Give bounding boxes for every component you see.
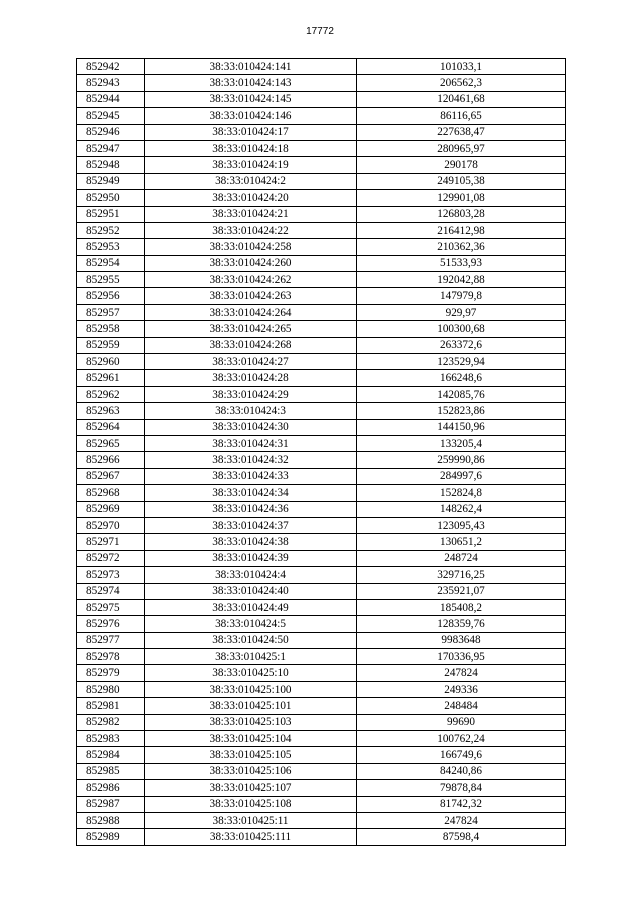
value-cell: 133205,4 <box>357 435 566 451</box>
table-row <box>77 616 566 632</box>
cadastral-number-cell: 38:33:010425:108 <box>145 796 357 812</box>
cadastral-number-cell: 38:33:010424:21 <box>145 206 357 222</box>
row-number-cell: 852979 <box>77 665 145 681</box>
row-number-cell: 852955 <box>77 272 145 288</box>
table-row <box>77 222 566 238</box>
table-row <box>77 239 566 255</box>
row-number-cell: 852976 <box>77 616 145 632</box>
value-cell: 130651,2 <box>357 534 566 550</box>
row-number-cell: 852974 <box>77 583 145 599</box>
value-cell: 259990,86 <box>357 452 566 468</box>
value-cell: 170336,95 <box>357 649 566 665</box>
row-number-cell: 852954 <box>77 255 145 271</box>
cadastral-number-cell: 38:33:010424:265 <box>145 321 357 337</box>
cadastral-number-cell: 38:33:010424:260 <box>145 255 357 271</box>
table-row <box>77 124 566 140</box>
cadastral-number-cell: 38:33:010424:30 <box>145 419 357 435</box>
table-row <box>77 140 566 156</box>
cadastral-number-cell: 38:33:010424:258 <box>145 239 357 255</box>
value-cell: 84240,86 <box>357 763 566 779</box>
value-cell: 227638,47 <box>357 124 566 140</box>
value-cell: 248724 <box>357 550 566 566</box>
row-number-cell: 852970 <box>77 517 145 533</box>
cadastral-number-cell: 38:33:010425:11 <box>145 812 357 828</box>
cadastral-number-cell: 38:33:010424:36 <box>145 501 357 517</box>
table-row <box>77 583 566 599</box>
row-number-cell: 852972 <box>77 550 145 566</box>
value-cell: 144150,96 <box>357 419 566 435</box>
table-row <box>77 435 566 451</box>
value-cell: 185408,2 <box>357 599 566 615</box>
cadastral-number-cell: 38:33:010425:10 <box>145 665 357 681</box>
table-row <box>77 796 566 812</box>
cadastral-number-cell: 38:33:010425:100 <box>145 681 357 697</box>
value-cell: 86116,65 <box>357 108 566 124</box>
value-cell: 247824 <box>357 812 566 828</box>
table-row <box>77 75 566 91</box>
row-number-cell: 852959 <box>77 337 145 353</box>
value-cell: 192042,88 <box>357 272 566 288</box>
value-cell: 235921,07 <box>357 583 566 599</box>
row-number-cell: 852966 <box>77 452 145 468</box>
cadastral-number-cell: 38:33:010424:141 <box>145 59 357 75</box>
cadastral-number-cell: 38:33:010424:29 <box>145 386 357 402</box>
value-cell: 152824,8 <box>357 485 566 501</box>
table-row <box>77 812 566 828</box>
row-number-cell: 852958 <box>77 321 145 337</box>
table-row <box>77 599 566 615</box>
cadastral-number-cell: 38:33:010425:1 <box>145 649 357 665</box>
table-row <box>77 517 566 533</box>
table-row <box>77 157 566 173</box>
table-row <box>77 190 566 206</box>
table-row <box>77 747 566 763</box>
value-cell: 147979,8 <box>357 288 566 304</box>
cadastral-number-cell: 38:33:010424:3 <box>145 403 357 419</box>
table-row <box>77 337 566 353</box>
row-number-cell: 852975 <box>77 599 145 615</box>
value-cell: 126803,28 <box>357 206 566 222</box>
table-body <box>77 59 566 846</box>
cadastral-number-cell: 38:33:010425:106 <box>145 763 357 779</box>
row-number-cell: 852953 <box>77 239 145 255</box>
value-cell: 280965,97 <box>357 140 566 156</box>
row-number-cell: 852965 <box>77 435 145 451</box>
value-cell: 329716,25 <box>357 567 566 583</box>
row-number-cell: 852973 <box>77 567 145 583</box>
table-row <box>77 632 566 648</box>
row-number-cell: 852957 <box>77 304 145 320</box>
table-row <box>77 534 566 550</box>
value-cell: 51533,93 <box>357 255 566 271</box>
value-cell: 263372,6 <box>357 337 566 353</box>
cadastral-number-cell: 38:33:010424:27 <box>145 354 357 370</box>
row-number-cell: 852981 <box>77 698 145 714</box>
table-row <box>77 698 566 714</box>
value-cell: 166248,6 <box>357 370 566 386</box>
row-number-cell: 852950 <box>77 190 145 206</box>
value-cell: 929,97 <box>357 304 566 320</box>
cadastral-number-cell: 38:33:010425:103 <box>145 714 357 730</box>
cadastral-number-cell: 38:33:010424:2 <box>145 173 357 189</box>
row-number-cell: 852977 <box>77 632 145 648</box>
value-cell: 290178 <box>357 157 566 173</box>
cadastral-number-cell: 38:33:010424:49 <box>145 599 357 615</box>
value-cell: 120461,68 <box>357 91 566 107</box>
value-cell: 9983648 <box>357 632 566 648</box>
row-number-cell: 852963 <box>77 403 145 419</box>
value-cell: 248484 <box>357 698 566 714</box>
cadastral-number-cell: 38:33:010425:111 <box>145 829 357 845</box>
table-row <box>77 485 566 501</box>
cadastral-number-cell: 38:33:010425:107 <box>145 780 357 796</box>
table-row <box>77 386 566 402</box>
row-number-cell: 852985 <box>77 763 145 779</box>
value-cell: 129901,08 <box>357 190 566 206</box>
row-number-cell: 852947 <box>77 140 145 156</box>
table-row <box>77 550 566 566</box>
cadastral-number-cell: 38:33:010424:4 <box>145 567 357 583</box>
value-cell: 249105,38 <box>357 173 566 189</box>
value-cell: 123095,43 <box>357 517 566 533</box>
row-number-cell: 852961 <box>77 370 145 386</box>
cadastral-number-cell: 38:33:010425:101 <box>145 698 357 714</box>
table-row <box>77 468 566 484</box>
table-row <box>77 255 566 271</box>
row-number-cell: 852987 <box>77 796 145 812</box>
table-row <box>77 173 566 189</box>
row-number-cell: 852968 <box>77 485 145 501</box>
table-row <box>77 714 566 730</box>
value-cell: 142085,76 <box>357 386 566 402</box>
row-number-cell: 852978 <box>77 649 145 665</box>
cadastral-number-cell: 38:33:010424:38 <box>145 534 357 550</box>
row-number-cell: 852984 <box>77 747 145 763</box>
table-row <box>77 763 566 779</box>
cadastral-number-cell: 38:33:010424:143 <box>145 75 357 91</box>
value-cell: 101033,1 <box>357 59 566 75</box>
cadastral-number-cell: 38:33:010424:33 <box>145 468 357 484</box>
row-number-cell: 852942 <box>77 59 145 75</box>
cadastral-number-cell: 38:33:010424:32 <box>145 452 357 468</box>
cadastral-number-cell: 38:33:010424:146 <box>145 108 357 124</box>
cadastral-number-cell: 38:33:010424:145 <box>145 91 357 107</box>
row-number-cell: 852948 <box>77 157 145 173</box>
cadastral-number-cell: 38:33:010424:31 <box>145 435 357 451</box>
value-cell: 216412,98 <box>357 222 566 238</box>
table-row <box>77 731 566 747</box>
cadastral-number-cell: 38:33:010424:17 <box>145 124 357 140</box>
row-number-cell: 852951 <box>77 206 145 222</box>
value-cell: 81742,32 <box>357 796 566 812</box>
cadastral-number-cell: 38:33:010425:104 <box>145 731 357 747</box>
value-cell: 166749,6 <box>357 747 566 763</box>
cadastral-number-cell: 38:33:010424:20 <box>145 190 357 206</box>
row-number-cell: 852982 <box>77 714 145 730</box>
table-row <box>77 91 566 107</box>
row-number-cell: 852964 <box>77 419 145 435</box>
row-number-cell: 852971 <box>77 534 145 550</box>
value-cell: 206562,3 <box>357 75 566 91</box>
value-cell: 128359,76 <box>357 616 566 632</box>
table-row <box>77 665 566 681</box>
table-row <box>77 272 566 288</box>
row-number-cell: 852952 <box>77 222 145 238</box>
row-number-cell: 852944 <box>77 91 145 107</box>
row-number-cell: 852945 <box>77 108 145 124</box>
value-cell: 87598,4 <box>357 829 566 845</box>
cadastral-number-cell: 38:33:010424:19 <box>145 157 357 173</box>
value-cell: 148262,4 <box>357 501 566 517</box>
table-row <box>77 206 566 222</box>
row-number-cell: 852962 <box>77 386 145 402</box>
cadastral-number-cell: 38:33:010425:105 <box>145 747 357 763</box>
value-cell: 284997,6 <box>357 468 566 484</box>
value-cell: 210362,36 <box>357 239 566 255</box>
table-row <box>77 829 566 845</box>
row-number-cell: 852969 <box>77 501 145 517</box>
table-row <box>77 780 566 796</box>
cadastral-number-cell: 38:33:010424:268 <box>145 337 357 353</box>
value-cell: 123529,94 <box>357 354 566 370</box>
cadastral-number-cell: 38:33:010424:5 <box>145 616 357 632</box>
table-row <box>77 419 566 435</box>
value-cell: 152823,86 <box>357 403 566 419</box>
table-row <box>77 403 566 419</box>
cadastral-number-cell: 38:33:010424:37 <box>145 517 357 533</box>
table-row <box>77 681 566 697</box>
row-number-cell: 852989 <box>77 829 145 845</box>
value-cell: 247824 <box>357 665 566 681</box>
table-row <box>77 288 566 304</box>
value-cell: 100300,68 <box>357 321 566 337</box>
row-number-cell: 852946 <box>77 124 145 140</box>
value-cell: 79878,84 <box>357 780 566 796</box>
table-row <box>77 108 566 124</box>
table-row <box>77 321 566 337</box>
table-row <box>77 452 566 468</box>
cadastral-number-cell: 38:33:010424:263 <box>145 288 357 304</box>
table-row <box>77 59 566 75</box>
table-row <box>77 501 566 517</box>
row-number-cell: 852943 <box>77 75 145 91</box>
value-cell: 249336 <box>357 681 566 697</box>
cadastral-number-cell: 38:33:010424:34 <box>145 485 357 501</box>
row-number-cell: 852949 <box>77 173 145 189</box>
row-number-cell: 852988 <box>77 812 145 828</box>
row-number-cell: 852967 <box>77 468 145 484</box>
data-table <box>76 58 566 846</box>
cadastral-number-cell: 38:33:010424:262 <box>145 272 357 288</box>
row-number-cell: 852956 <box>77 288 145 304</box>
cadastral-number-cell: 38:33:010424:22 <box>145 222 357 238</box>
cadastral-number-cell: 38:33:010424:264 <box>145 304 357 320</box>
page-number: 17772 <box>306 26 334 37</box>
value-cell: 99690 <box>357 714 566 730</box>
table-row <box>77 649 566 665</box>
row-number-cell: 852980 <box>77 681 145 697</box>
table-row <box>77 567 566 583</box>
value-cell: 100762,24 <box>357 731 566 747</box>
cadastral-number-cell: 38:33:010424:40 <box>145 583 357 599</box>
cadastral-number-cell: 38:33:010424:39 <box>145 550 357 566</box>
table-row <box>77 370 566 386</box>
table-row <box>77 304 566 320</box>
row-number-cell: 852986 <box>77 780 145 796</box>
table-row <box>77 354 566 370</box>
cadastral-number-cell: 38:33:010424:28 <box>145 370 357 386</box>
row-number-cell: 852983 <box>77 731 145 747</box>
cadastral-number-cell: 38:33:010424:18 <box>145 140 357 156</box>
row-number-cell: 852960 <box>77 354 145 370</box>
cadastral-number-cell: 38:33:010424:50 <box>145 632 357 648</box>
